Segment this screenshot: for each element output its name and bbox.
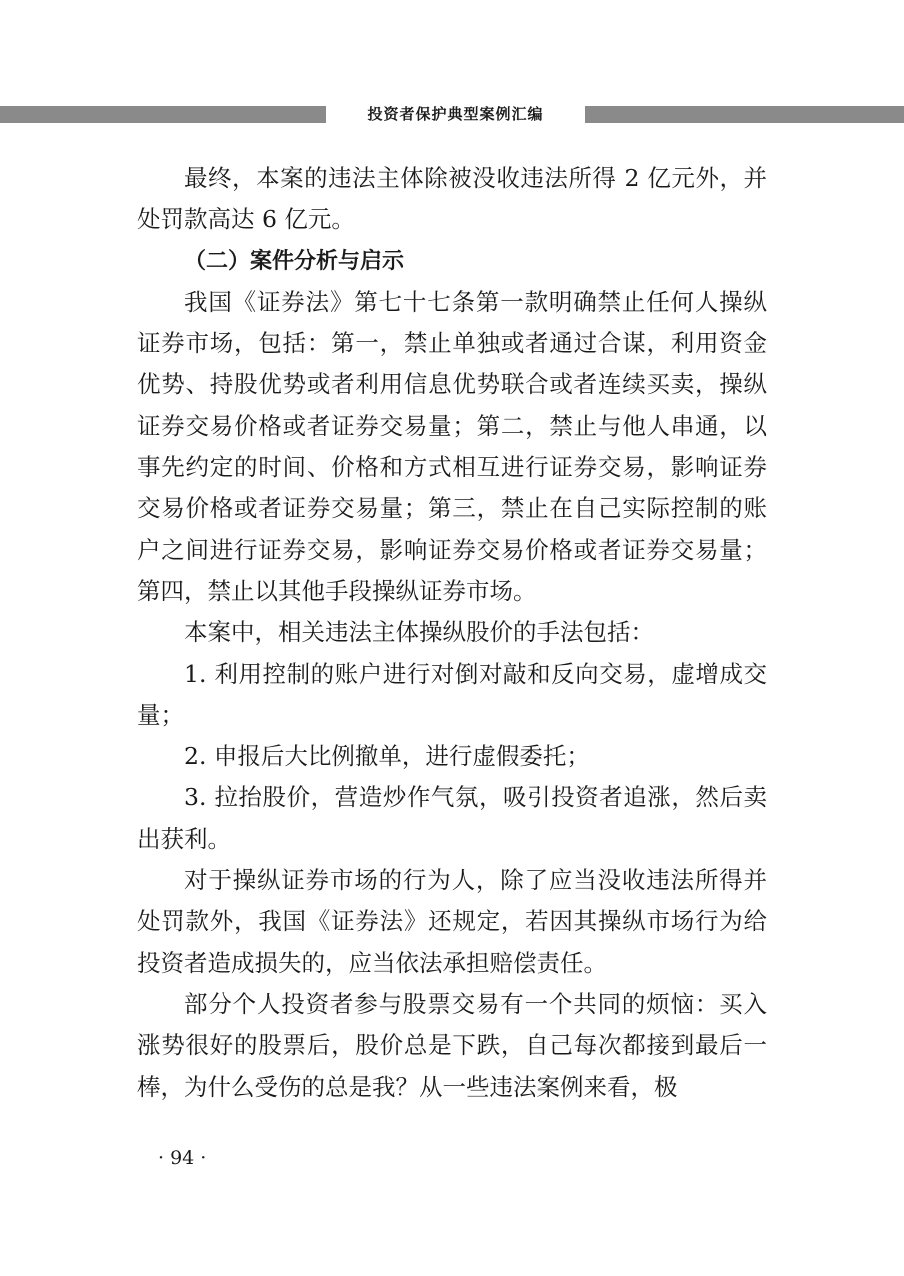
paragraph-penalty: 最终，本案的违法主体除被没收违法所得 2 亿元外，并处罚款高达 6 亿元。 bbox=[137, 164, 767, 234]
list-item-3: 3. 拉抬股价，营造炒作气氛，吸引投资者追涨，然后卖出获利。 bbox=[137, 783, 767, 853]
list-item-1: 1. 利用控制的账户进行对倒对敲和反向交易，虚增成交量； bbox=[137, 659, 767, 729]
list-item-2: 2. 申报后大比例撤单，进行虚假委托； bbox=[184, 742, 590, 771]
page-body bbox=[137, 158, 767, 1108]
paragraph-liability: 对于操纵证券市场的行为人，除了应当没收违法所得并处罚款外，我国《证券法》还规定，若因其操纵市场行为给投资者造成损失的，应当依法承担赔偿责任。 bbox=[137, 866, 767, 977]
paragraph-securities-law: 我国《证券法》第七十七条第一款明确禁止任何人操纵证券市场，包括：第一，禁止单独或者通过合谋，利用资金优势、持股优势或者利用信息优势联合或者连续买卖，操纵证券交易价格或者证券交易量；第二，禁止与他人串通，以事先约定的时间、价格和方式相互进行证券交易，影响证券交易价格或者证券交易量；第三，禁止在自己实际控制的账户之间进行证券交易，影响证券交易价格或者证券交易量；第四，禁止以其他手段操纵证券市场。 bbox=[137, 287, 767, 605]
paragraph-methods-intro: 本案中，相关违法主体操纵股价的手法包括： bbox=[184, 618, 654, 647]
page-number: · 94 · bbox=[158, 1147, 207, 1169]
running-header-title: 投资者保护典型案例汇编 bbox=[367, 105, 544, 123]
paragraph-investor-troubles: 部分个人投资者参与股票交易有一个共同的烦恼：买入涨势很好的股票后，股价总是下跌，自己每次都接到最后一棒，为什么受伤的总是我？从一些违法案例来看，极 bbox=[137, 989, 767, 1101]
header-bar-left bbox=[0, 106, 326, 123]
header-bar-right bbox=[585, 106, 904, 123]
section-heading: （二）案件分析与启示 bbox=[184, 248, 405, 274]
